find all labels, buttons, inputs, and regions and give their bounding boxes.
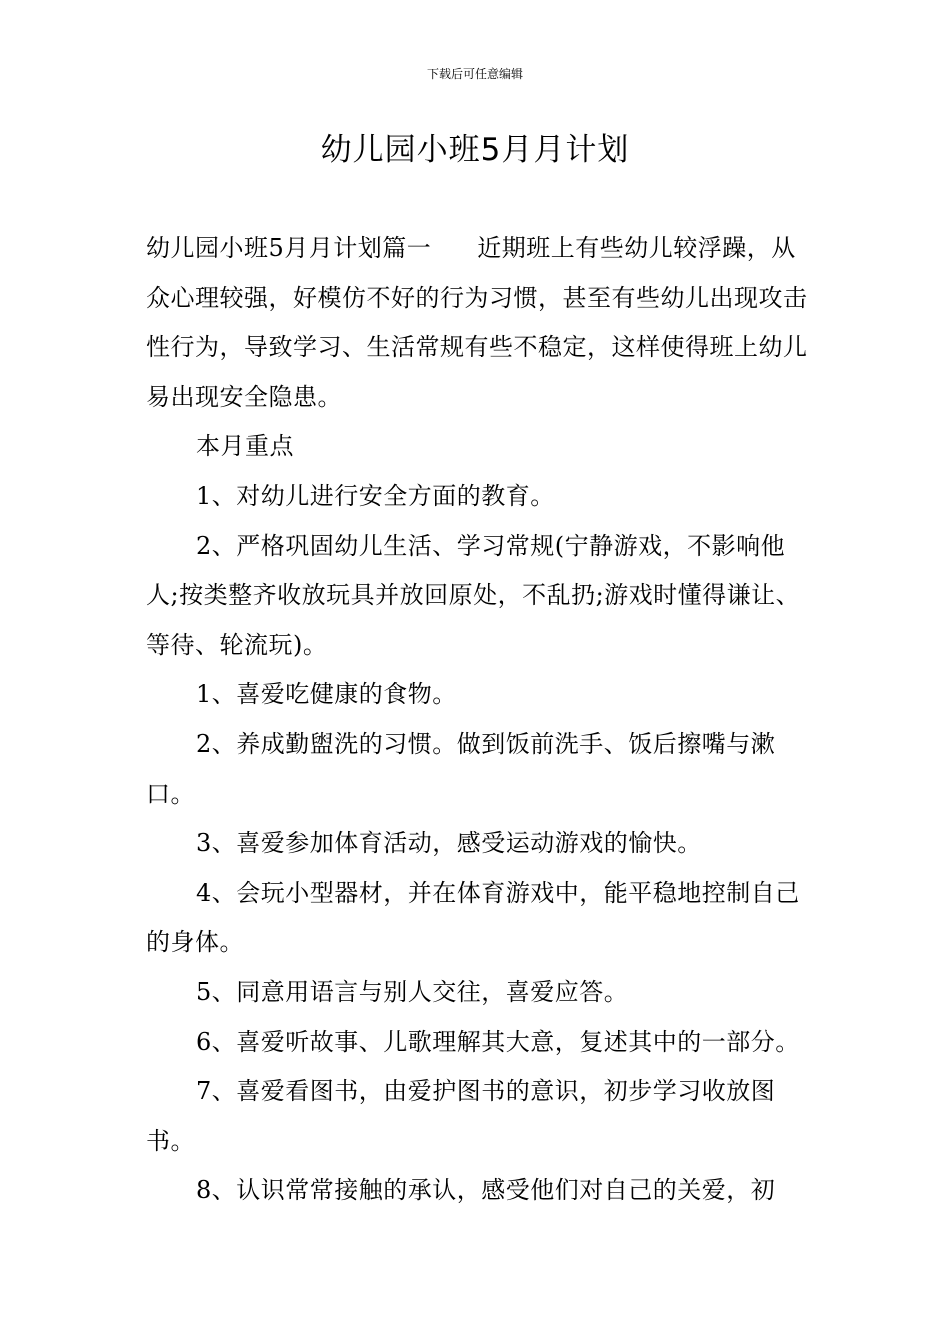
document-title: 幼儿园小班5月月计划 (320, 132, 630, 168)
list-item: 2、严格巩固幼儿生活、学习常规(宁静游戏，不影响他人;按类整齐收放玩具并放回原处，不乱扔;游戏时懂得谦让、等待、轮流玩)。 (146, 531, 801, 659)
section-heading: 本月重点 (196, 432, 294, 461)
list-item: 7、喜爱看图书，由爱护图书的意识，初步学习收放图书。 (146, 1077, 776, 1155)
list-item: 3、喜爱参加体育活动，感受运动游戏的愉快。 (196, 829, 702, 858)
list-item: 8、认识常常接触的承认，感受他们对自己的关爱，初 (196, 1176, 776, 1205)
list-item: 5、同意用语言与别人交往，喜爱应答。 (196, 977, 629, 1006)
list-item: 2、养成勤盥洗的习惯。做到饭前洗手、饭后擦嘴与漱口。 (146, 729, 776, 808)
list-item: 1、喜爱吃健康的食物。 (196, 680, 457, 709)
list-item: 4、会玩小型器材，并在体育游戏中，能平稳地控制自己的身体。 (146, 878, 800, 957)
intro-text: 近期班上有些幼儿较浮躁，从众心理较强，好模仿不好的行为习惯，甚至有些幼儿出现攻击性行为，导致学习、生活常规有些不稳定，这样使得班上幼儿易出现安全隐患。 (146, 234, 808, 411)
list-item: 6、喜爱听故事、儿歌理解其大意，复述其中的一部分。 (196, 1027, 800, 1056)
header-note: 下载后可任意编辑 (426, 67, 523, 81)
document-body (146, 224, 808, 1216)
list-item: 1、对幼儿进行安全方面的教育。 (196, 481, 555, 510)
intro-lead: 幼儿园小班5月月计划篇一 (146, 234, 432, 262)
intro-paragraph (146, 224, 808, 422)
